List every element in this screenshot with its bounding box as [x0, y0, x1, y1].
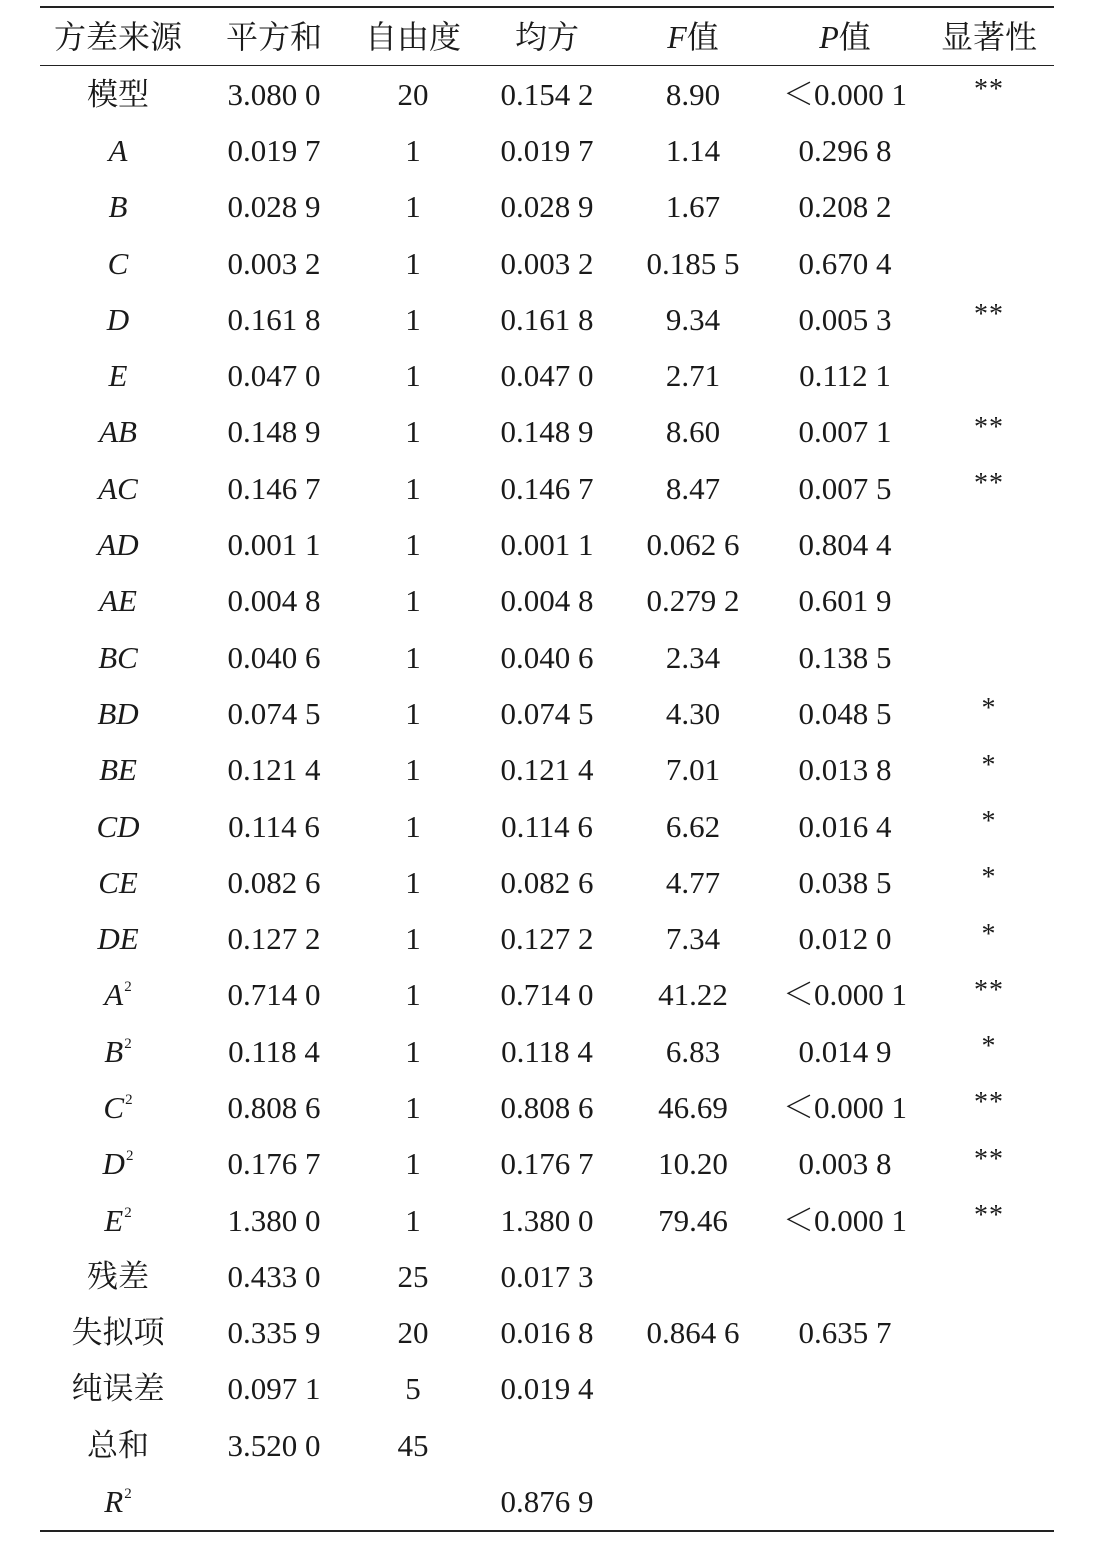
table-body: [40, 66, 1054, 1530]
sum-of-squares-cell: 0.097 1: [227, 1371, 321, 1407]
significance-cell: *: [981, 1031, 997, 1063]
df-cell: 1: [405, 245, 421, 281]
f-value-cell: 2.71: [665, 358, 721, 394]
table-row: [40, 404, 1054, 460]
source-cell: [40, 189, 196, 225]
sum-of-squares-cell: 0.148 9: [227, 414, 321, 450]
table-row: [40, 1473, 1054, 1529]
significance-cell: **: [974, 1087, 1004, 1119]
significance-cell: *: [981, 806, 997, 837]
significance-cell: **: [974, 74, 1004, 106]
f-value-cell: 8.47: [665, 470, 721, 506]
f-value-cell: 0.185 5: [646, 245, 740, 281]
p-value-cell: ＜0.000 1: [783, 1089, 907, 1125]
significance-cell: **: [974, 1200, 1004, 1232]
source-label: A: [108, 132, 128, 168]
source-exponent: 2: [124, 1204, 132, 1221]
df-cell: 1: [405, 808, 421, 844]
sum-of-squares-cell: 0.335 9: [227, 1315, 321, 1351]
source-label: B: [104, 1033, 124, 1069]
source-cell: [40, 301, 196, 337]
f-value-cell: 6.83: [665, 1033, 721, 1069]
df-cell: 1: [405, 1146, 421, 1182]
sum-of-squares-cell: 0.176 7: [227, 1146, 321, 1182]
sum-of-squares-cell: 3.080 0: [227, 76, 321, 112]
f-value-cell: 2.34: [665, 639, 721, 675]
source-cell: [40, 977, 196, 1013]
significance-cell: *: [981, 693, 997, 725]
table-row: [40, 1079, 1054, 1135]
table-row: [40, 1192, 1054, 1248]
table-row: [40, 573, 1054, 629]
source-cell: [40, 470, 196, 506]
f-value-cell: 7.34: [665, 921, 721, 957]
df-cell: 20: [397, 1315, 429, 1351]
header-p-value: [766, 18, 924, 55]
table-row: [40, 967, 1054, 1023]
p-value-cell: 0.007 1: [798, 414, 892, 450]
source-label: AD: [97, 527, 139, 563]
sum-of-squares-cell: 0.028 9: [227, 189, 321, 225]
significance-cell: **: [974, 411, 1004, 443]
f-value-cell: 7.01: [665, 752, 721, 788]
source-label: 纯误差: [71, 1371, 165, 1407]
sum-of-squares-cell: 0.433 0: [227, 1258, 321, 1294]
df-cell: 1: [405, 358, 421, 394]
source-cell: [40, 1371, 196, 1407]
table-row: [40, 235, 1054, 291]
header-degrees-of-freedom: [352, 18, 474, 55]
df-cell: 25: [397, 1258, 429, 1294]
anova-table: [40, 6, 1054, 1532]
source-cell: [40, 1033, 196, 1069]
p-value-cell: 0.013 8: [798, 752, 892, 788]
mean-square-cell: 0.127 2: [500, 921, 594, 957]
source-label: 残差: [87, 1258, 149, 1294]
df-cell: 1: [405, 1202, 421, 1238]
table-row: [40, 910, 1054, 966]
df-cell: 1: [405, 301, 421, 337]
mean-square-cell: 1.380 0: [500, 1202, 594, 1238]
table-row: [40, 1248, 1054, 1304]
source-cell: [40, 1146, 196, 1182]
significance-cell: *: [981, 918, 997, 950]
source-label: B: [108, 189, 128, 225]
f-value-cell: 8.90: [665, 76, 721, 112]
df-cell: 1: [405, 132, 421, 168]
p-value-cell: 0.635 7: [798, 1315, 892, 1351]
source-cell: [40, 921, 196, 957]
header-source-label: 方差来源: [53, 18, 182, 55]
sum-of-squares-cell: 1.380 0: [227, 1202, 321, 1238]
mean-square-cell: 0.714 0: [500, 977, 594, 1013]
table-row: [40, 460, 1054, 516]
df-cell: 1: [405, 1089, 421, 1125]
source-cell: [40, 808, 196, 844]
header-f-label: 值: [686, 18, 719, 55]
significance-cell: **: [974, 468, 1004, 500]
header-p-label: 值: [838, 18, 871, 55]
significance-cell: *: [981, 862, 997, 894]
f-value-cell: 0.279 2: [646, 583, 740, 619]
p-value-cell: 0.007 5: [798, 470, 892, 506]
df-cell: 1: [405, 639, 421, 675]
mean-square-cell: 0.876 9: [500, 1484, 594, 1520]
df-cell: 1: [405, 527, 421, 563]
table-row: [40, 798, 1054, 854]
sum-of-squares-cell: 3.520 0: [227, 1427, 321, 1463]
mean-square-cell: 0.003 2: [500, 245, 594, 281]
header-row: [40, 8, 1054, 65]
p-value-cell: 0.670 4: [798, 245, 892, 281]
f-value-cell: 10.20: [658, 1146, 728, 1182]
header-f-value: [620, 18, 766, 55]
mean-square-cell: 0.161 8: [500, 301, 594, 337]
source-cell: [40, 76, 196, 112]
p-value-cell: 0.296 8: [798, 132, 892, 168]
f-value-cell: 41.22: [658, 977, 728, 1013]
df-cell: 1: [405, 752, 421, 788]
f-value-cell: 0.062 6: [646, 527, 740, 563]
table-row: [40, 685, 1054, 741]
source-label: E: [104, 1202, 124, 1238]
mean-square-cell: 0.017 3: [500, 1258, 594, 1294]
source-label: AB: [99, 414, 137, 450]
p-value-cell: 0.208 2: [798, 189, 892, 225]
p-value-cell: 0.601 9: [798, 583, 892, 619]
table-row: [40, 66, 1054, 122]
source-exponent: 2: [125, 1148, 134, 1165]
sum-of-squares-cell: 0.118 4: [228, 1033, 320, 1069]
table-row: [40, 629, 1054, 685]
sum-of-squares-cell: 0.114 6: [228, 808, 320, 844]
source-cell: [40, 583, 196, 619]
table-row: [40, 742, 1054, 798]
mean-square-cell: 0.148 9: [500, 414, 594, 450]
significance-cell: **: [974, 974, 1004, 1006]
source-exponent: 2: [124, 1486, 132, 1503]
header-significance: [924, 18, 1054, 55]
header-f-symbol: F: [667, 18, 687, 55]
f-value-cell: 6.62: [665, 808, 721, 844]
p-value-cell: 0.112 1: [799, 358, 891, 394]
table-row: [40, 1361, 1054, 1417]
source-exponent: 2: [125, 1091, 133, 1108]
source-label: BC: [98, 639, 138, 675]
sum-of-squares-cell: 0.161 8: [227, 301, 321, 337]
significance-cell: *: [981, 749, 997, 781]
source-label: D: [106, 301, 130, 337]
source-cell: [40, 358, 196, 394]
p-value-cell: 0.804 4: [798, 527, 892, 563]
mean-square-cell: 0.118 4: [501, 1033, 593, 1069]
mean-square-cell: 0.001 1: [500, 527, 594, 563]
sum-of-squares-cell: 0.003 2: [227, 245, 321, 281]
source-label: AC: [98, 470, 138, 506]
source-cell: [40, 695, 196, 731]
mean-square-cell: 0.019 4: [500, 1371, 594, 1407]
table-row: [40, 1305, 1054, 1361]
source-label: 失拟项: [71, 1315, 165, 1351]
mean-square-cell: 0.808 6: [500, 1089, 594, 1125]
source-cell: [40, 752, 196, 788]
source-label: C: [103, 1089, 125, 1125]
source-label: 模型: [87, 76, 149, 112]
p-value-cell: ＜0.000 1: [783, 76, 907, 112]
source-cell: [40, 132, 196, 168]
source-cell: [40, 1258, 196, 1294]
source-exponent: 2: [124, 979, 132, 996]
table-row: [40, 122, 1054, 178]
f-value-cell: 9.34: [665, 301, 721, 337]
p-value-cell: ＜0.000 1: [783, 1202, 907, 1238]
bottom-rule: [40, 1530, 1054, 1532]
header-mean-square: [474, 18, 620, 55]
mean-square-cell: 0.019 7: [500, 132, 594, 168]
source-label: D: [102, 1146, 125, 1182]
df-cell: 1: [405, 414, 421, 450]
header-sum-of-squares: [196, 18, 352, 55]
mean-square-cell: 0.047 0: [500, 358, 594, 394]
df-cell: 1: [405, 695, 421, 731]
source-label: C: [107, 245, 129, 281]
p-value-cell: 0.005 3: [798, 301, 892, 337]
p-value-cell: 0.003 8: [798, 1146, 892, 1182]
mean-square-cell: 0.016 8: [500, 1315, 594, 1351]
f-value-cell: 4.30: [665, 695, 721, 731]
source-cell: [40, 1315, 196, 1351]
p-value-cell: 0.016 4: [798, 808, 892, 844]
table-row: [40, 347, 1054, 403]
p-value-cell: 0.012 0: [798, 921, 892, 957]
source-exponent: 2: [124, 1035, 132, 1052]
p-value-cell: 0.014 9: [798, 1033, 892, 1069]
sum-of-squares-cell: 0.019 7: [227, 132, 321, 168]
mean-square-cell: 0.121 4: [500, 752, 594, 788]
sum-of-squares-cell: 0.004 8: [227, 583, 321, 619]
source-label: AE: [99, 583, 137, 619]
significance-cell: **: [974, 299, 1004, 331]
df-cell: 1: [405, 189, 421, 225]
df-cell: 1: [405, 921, 421, 957]
header-df-label: 自由度: [364, 18, 461, 55]
source-cell: [40, 864, 196, 900]
mean-square-cell: 0.074 5: [500, 695, 594, 731]
sum-of-squares-cell: 0.001 1: [227, 527, 321, 563]
df-cell: 1: [405, 470, 421, 506]
f-value-cell: 1.67: [665, 189, 721, 225]
source-label: CE: [98, 864, 138, 900]
f-value-cell: 0.864 6: [646, 1315, 740, 1351]
mean-square-cell: 0.082 6: [500, 864, 594, 900]
p-value-cell: ＜0.000 1: [783, 977, 907, 1013]
table-row: [40, 1417, 1054, 1473]
source-label: A: [104, 977, 124, 1013]
source-cell: [40, 1484, 196, 1520]
source-cell: [40, 639, 196, 675]
f-value-cell: 79.46: [658, 1202, 728, 1238]
header-sum-of-squares-label: 平方和: [225, 18, 322, 55]
mean-square-cell: 0.028 9: [500, 189, 594, 225]
p-value-cell: 0.138 5: [798, 639, 892, 675]
sum-of-squares-cell: 0.074 5: [227, 695, 321, 731]
table-row: [40, 1023, 1054, 1079]
mean-square-cell: 0.154 2: [500, 76, 594, 112]
sum-of-squares-cell: 0.146 7: [227, 470, 321, 506]
df-cell: 1: [405, 583, 421, 619]
f-value-cell: 4.77: [665, 864, 721, 900]
source-label: BE: [99, 752, 137, 788]
source-label: DE: [97, 921, 139, 957]
mean-square-cell: 0.114 6: [501, 808, 593, 844]
source-cell: [40, 1089, 196, 1125]
sum-of-squares-cell: 0.121 4: [227, 752, 321, 788]
source-label: R: [104, 1484, 124, 1520]
source-cell: [40, 414, 196, 450]
p-value-cell: 0.038 5: [798, 864, 892, 900]
f-value-cell: 8.60: [665, 414, 721, 450]
header-mean-square-label: 均方: [514, 18, 579, 55]
df-cell: 20: [397, 76, 429, 112]
f-value-cell: 46.69: [658, 1089, 728, 1125]
sum-of-squares-cell: 0.047 0: [227, 358, 321, 394]
df-cell: 45: [397, 1427, 429, 1463]
sum-of-squares-cell: 0.082 6: [227, 864, 321, 900]
sum-of-squares-cell: 0.808 6: [227, 1089, 321, 1125]
mean-square-cell: 0.146 7: [500, 470, 594, 506]
sum-of-squares-cell: 0.127 2: [227, 921, 321, 957]
df-cell: 1: [405, 1033, 421, 1069]
source-cell: [40, 1202, 196, 1238]
df-cell: 1: [405, 864, 421, 900]
source-cell: [40, 527, 196, 563]
header-p-symbol: P: [819, 18, 839, 55]
mean-square-cell: 0.040 6: [500, 639, 594, 675]
df-cell: 1: [405, 977, 421, 1013]
p-value-cell: 0.048 5: [798, 695, 892, 731]
table-row: [40, 854, 1054, 910]
table-row: [40, 516, 1054, 572]
significance-cell: **: [974, 1143, 1004, 1175]
header-source: [40, 18, 196, 55]
source-label: BD: [97, 695, 139, 731]
f-value-cell: 1.14: [665, 132, 721, 168]
source-cell: [40, 1427, 196, 1463]
source-label: 总和: [87, 1427, 149, 1463]
source-label: E: [108, 358, 128, 394]
header-significance-label: 显著性: [940, 18, 1037, 55]
mean-square-cell: 0.004 8: [500, 583, 594, 619]
table-row: [40, 179, 1054, 235]
table-row: [40, 1136, 1054, 1192]
source-cell: [40, 245, 196, 281]
mean-square-cell: 0.176 7: [500, 1146, 594, 1182]
source-label: CD: [96, 808, 140, 844]
sum-of-squares-cell: 0.040 6: [227, 639, 321, 675]
df-cell: 5: [405, 1371, 421, 1407]
sum-of-squares-cell: 0.714 0: [227, 977, 321, 1013]
table-row: [40, 291, 1054, 347]
